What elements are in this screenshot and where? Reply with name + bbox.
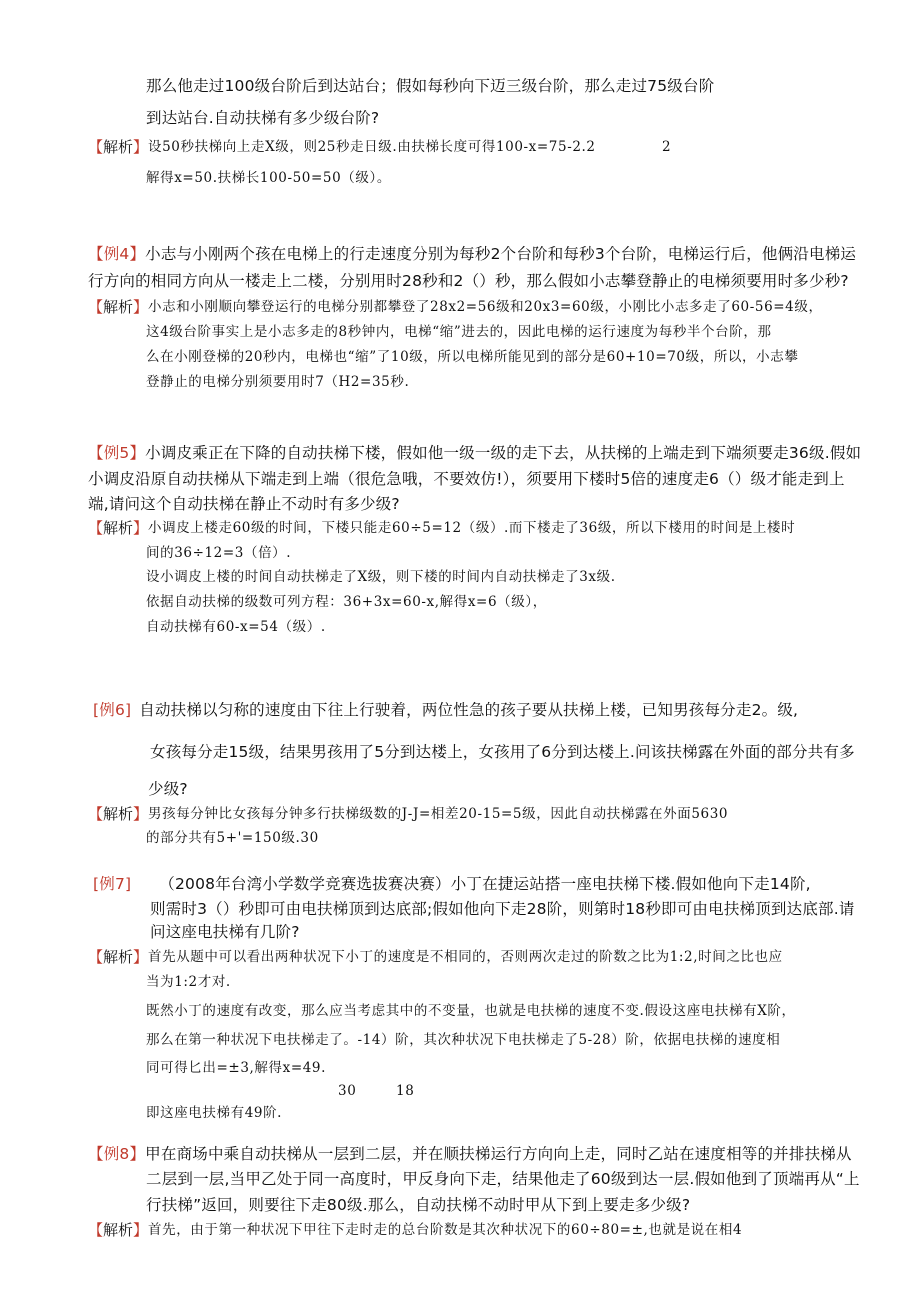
ex3-question-line-1: 那么他走过100级台阶后到达站台；假如每秒向下迈三级台阶，那么走过75级台阶 [146, 77, 715, 95]
ex7-question-line-1: [例7] （2008年台湾小学数学竞赛选拔赛决赛）小丁在捷运站搭一座电扶梯下楼.假如他向下走14阶, [93, 875, 811, 893]
ex5-answer-line-4: 依据自动扶梯的级数可列方程：36+3x=60-x,解得x=6（级）， [146, 594, 547, 610]
ex8-tag: 【例8】 [88, 1145, 146, 1163]
ex4-tag: 【例4】 [88, 245, 146, 263]
ex7-question-line-3: 问这座电扶梯有几阶? [150, 923, 300, 941]
ex7-answer-line-1: 首先从题中可以看出两种状况下小丁的速度是不相同的，否则两次走过的阶数之比为1:2,时间之比也应 [148, 949, 783, 965]
ex3-question-line-2: 到达站台.自动扶梯有多少级台阶? [146, 109, 380, 127]
ex7-answer-line-4: 那么在第一种状况下电扶梯走了。-14）阶，其次种状况下电扶梯走了5-28）阶，依据电扶梯的速度相 [146, 1032, 781, 1048]
ex4-analysis-label: 【解析】 [88, 298, 149, 316]
ex8-question-line-3: 行扶梯”返回，则要往下走80级.那么，自动扶梯不动时甲从下到上要走多少级? [146, 1196, 691, 1214]
ex3-analysis-label: 【解析】 [88, 138, 149, 156]
ex8-question-line-1: 【例8】甲在商场中乘自动扶梯从一层到二层，并在顺扶梯运行方向向上走，同时乙站在速度相等的并排扶梯从 [88, 1145, 852, 1163]
ex7-question-line-2: 则需时3（）秒即可由电扶梯顶到达底部;假如他向下走28阶，则第时18秒即可由电扶梯顶到达底部.请 [150, 900, 855, 918]
ex7-tag: [例7] [93, 875, 132, 893]
ex5-tag: 【例5】 [88, 444, 146, 462]
ex8-answer-line-1: 首先，由于第一种状况下甲往下走时走的总台阶数是其次种状况下的60÷80=±,也就是说在相4 [148, 1222, 743, 1238]
ex4-question-line-2: 行方向的相同方向从一楼走上二楼，分别用时28秒和2（）秒，那么假如小志攀登静止的电梯须要用时多少秒? [88, 272, 849, 290]
ex5-question-line-1: 【例5】小调皮乘正在下降的自动扶梯下楼，假如他一级一级的走下去，从扶梯的上端走到下端须要走36级.假如 [88, 444, 862, 462]
ex4-answer-line-3: 么在小刚登梯的20秒内，电梯也“缩”了10级，所以电梯所能见到的部分是60+10=70级，所以，小志攀 [146, 349, 799, 365]
ex6-question-line-1: [例6] 自动扶梯以匀称的速度由下往上行驶着，两位性急的孩子要从扶梯上楼，已知男孩每分走2。级, [93, 701, 799, 719]
ex7-answer-line-5: 同可得匕出=±3,解得x=49. [146, 1060, 326, 1076]
ex4-question-line-1: 【例4】小志与小刚两个孩在电梯上的行走速度分别为每秒2个台阶和每秒3个台阶，电梯运行后，他俩沿电梯运 [88, 245, 857, 263]
ex6-question-line-3: 少级? [148, 780, 188, 798]
ex4-answer-line-2: 这4级台阶事实上是小志多走的8秒钟内，电梯“缩”进去的，因此电梯的运行速度为每秒半个台阶，那 [146, 324, 772, 340]
ex7-answer-fraction-18: 18 [396, 1083, 415, 1099]
ex5-answer-line-5: 自动扶梯有60-x=54（级）. [146, 619, 326, 635]
ex5-answer-line-1: 小调皮上楼走60级的时间，下楼只能走60÷5=12（级）.而下楼走了36级，所以下楼用的时间是上楼时 [148, 520, 796, 536]
ex8-question-line-2: 二层到一层,当甲乙处于同一高度时，甲反身向下走，结果他走了60级到达一层.假如他到了顶端再从“上 [146, 1170, 860, 1188]
ex3-answer-line-2: 解得x=50.扶梯长100-50=50（级）。 [146, 170, 391, 186]
ex5-question-line-3: 端,请问这个自动扶梯在静止不动时有多少级? [88, 495, 400, 513]
ex5-question-line-2: 小调皮沿原自动扶梯从下端走到上端（很危急哦，不要效仿!），须要用下楼时5倍的速度走6（）级才能走到上 [88, 470, 845, 488]
ex7-answer-line-2: 当为1:2才对. [146, 974, 231, 990]
ex6-answer-line-1: 男孩每分钟比女孩每分钟多行扶梯级数的J-J=相差20-15=5级，因此自动扶梯露在外面5630 [148, 806, 729, 822]
ex6-analysis-label: 【解析】 [88, 805, 149, 823]
ex5-answer-line-2: 间的36÷12=3（倍）. [146, 545, 292, 561]
ex6-question-line-2: 女孩每分走15级，结果男孩用了5分到达楼上，女孩用了6分到达楼上.问该扶梯露在外面的部分共有多 [150, 743, 855, 761]
ex7-answer-fraction-30: 30 [338, 1083, 357, 1099]
ex3-answer-line-1: 设50秒扶梯向上走X级，则25秒走日级.由扶梯长度可得100-x=75-2.2 [148, 139, 596, 155]
ex8-analysis-label: 【解析】 [88, 1221, 149, 1239]
ex7-answer-line-3: 既然小丁的速度有改变，那么应当考虑其中的不变量，也就是电扶梯的速度不变.假设这座电扶梯有X阶， [146, 1003, 796, 1019]
ex6-tag: [例6] [93, 701, 132, 719]
ex4-answer-line-4: 登静止的电梯分别须要用时7（H2=35秒. [146, 374, 410, 390]
ex7-answer-line-7: 即这座电扶梯有49阶. [146, 1105, 283, 1121]
ex7-analysis-label: 【解析】 [88, 948, 149, 966]
ex3-answer-fraction-denominator: 2 [662, 139, 672, 155]
ex5-answer-line-3: 设小调皮上楼的时间自动扶梯走了X级，则下楼的时间内自动扶梯走了3x级. [146, 569, 616, 585]
ex4-answer-line-1: 小志和小刚顺向攀登运行的电梯分别都攀登了28x2=56级和20x3=60级，小刚比小志多走了60-56=4级， [148, 299, 823, 315]
ex5-analysis-label: 【解析】 [88, 519, 149, 537]
ex6-answer-line-2: 的部分共有5+'=150级.30 [146, 830, 319, 846]
